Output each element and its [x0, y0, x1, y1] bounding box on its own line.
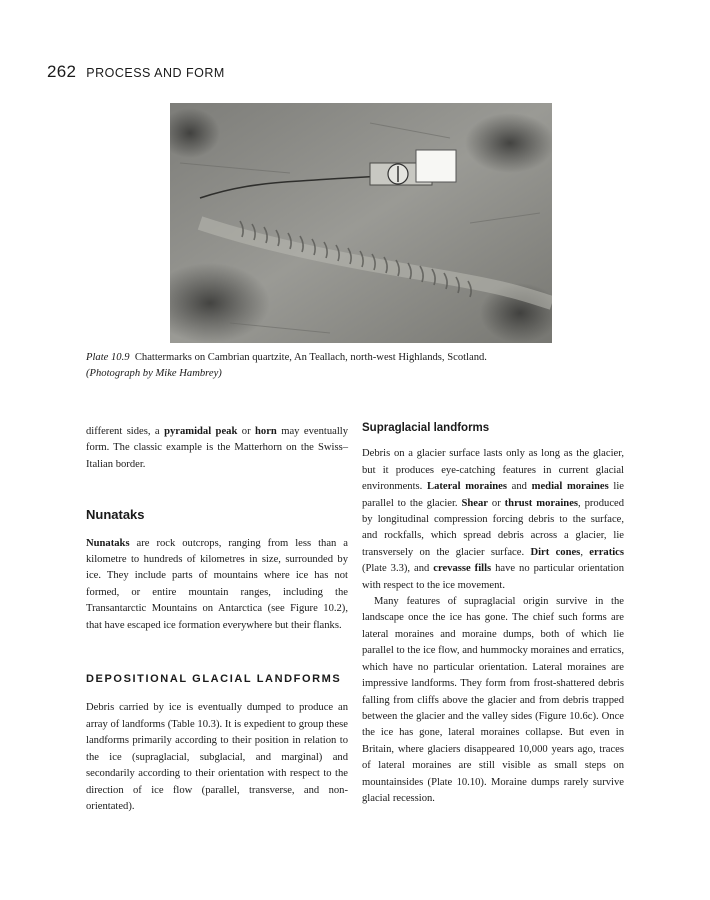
plate-caption — [86, 350, 556, 381]
left-column — [86, 424, 348, 815]
depositional-paragraph: Debris carried by ice is eventually dumped to produce an array of landforms (Table 10.3). It is expedient to group these landforms primarily according to their position in relation to the ice (supraglacial, subglacial, and marginal) and secondarily according to their orientation with respect to the direction of ice flow (parallel, transverse, and non-orientated). — [86, 702, 348, 812]
depositional-heading: DEPOSITIONAL GLACIAL LANDFORMS — [86, 673, 342, 686]
caption-text: Chattermarks on Cambrian quartzite, An Teallach, north-west Highlands, Scotland. — [134, 352, 487, 363]
intro-paragraph: different sides, a pyramidal peak or horn may eventually form. The classic example is the Matterhorn on the Swiss–Italian border. — [86, 426, 348, 470]
caption-label: Plate 10.9 — [86, 352, 130, 363]
nunataks-heading: Nunataks — [86, 507, 145, 523]
right-column — [362, 420, 624, 807]
running-header — [47, 62, 225, 86]
supraglacial-heading: Supraglacial landforms — [362, 422, 490, 434]
chattermarks-photo — [170, 103, 552, 343]
plate-photograph — [170, 103, 552, 343]
supraglacial-paragraph-1: Debris on a glacier surface lasts only as long as the glacier, but it produces eye-catching features in current glacial environments. Lateral moraines and medial moraines lie parallel to the glacier. Shear or thrust moraines, produced by longitudinal compression forcing debris to the surface, and rockfalls, which spread debris across a glacier, lie transversely on the glacier surface. Dirt cones, erratics (Plate 3.3), and crevasse fills have no particular orientation with respect to the ice movement. — [362, 448, 625, 591]
page-number: 262 — [47, 62, 77, 81]
caption-credit: (Photograph by Mike Hambrey) — [86, 367, 222, 379]
supraglacial-paragraph-2: Many features of supraglacial origin survive in the landscape once the ice has gone. The chief such forms are lateral moraines and moraine dumps, both of which lie parallel to the ice flow, and hummocky moraines and erratics, which have no particular orientation. Lateral moraines are impressive landforms. They form from frost-shattered debris falling from cliffs above the glacier and from debris trapped between the glacier and the valley sides (Figure 10.6c). Once the ice has gone, lateral moraines collapse. But even in Britain, where glaciers disappeared 10,000 years ago, traces of lateral moraines are still visible as small steps on mountainsides (Plate 10.10). Moraine dumps rarely survive glacial recession. — [362, 596, 624, 804]
running-title: PROCESS AND FORM — [86, 66, 225, 80]
nunataks-paragraph: Nunataks are rock outcrops, ranging from less than a kilometre to hundreds of kilometres in size, surrounded by ice. They include parts of mountains where ice has not formed, or entire mountain ranges, including the Transantarctic Mountains on Antarctica (see Figure 10.2), that have escaped ice formation everywhere but their flanks. — [86, 537, 348, 631]
